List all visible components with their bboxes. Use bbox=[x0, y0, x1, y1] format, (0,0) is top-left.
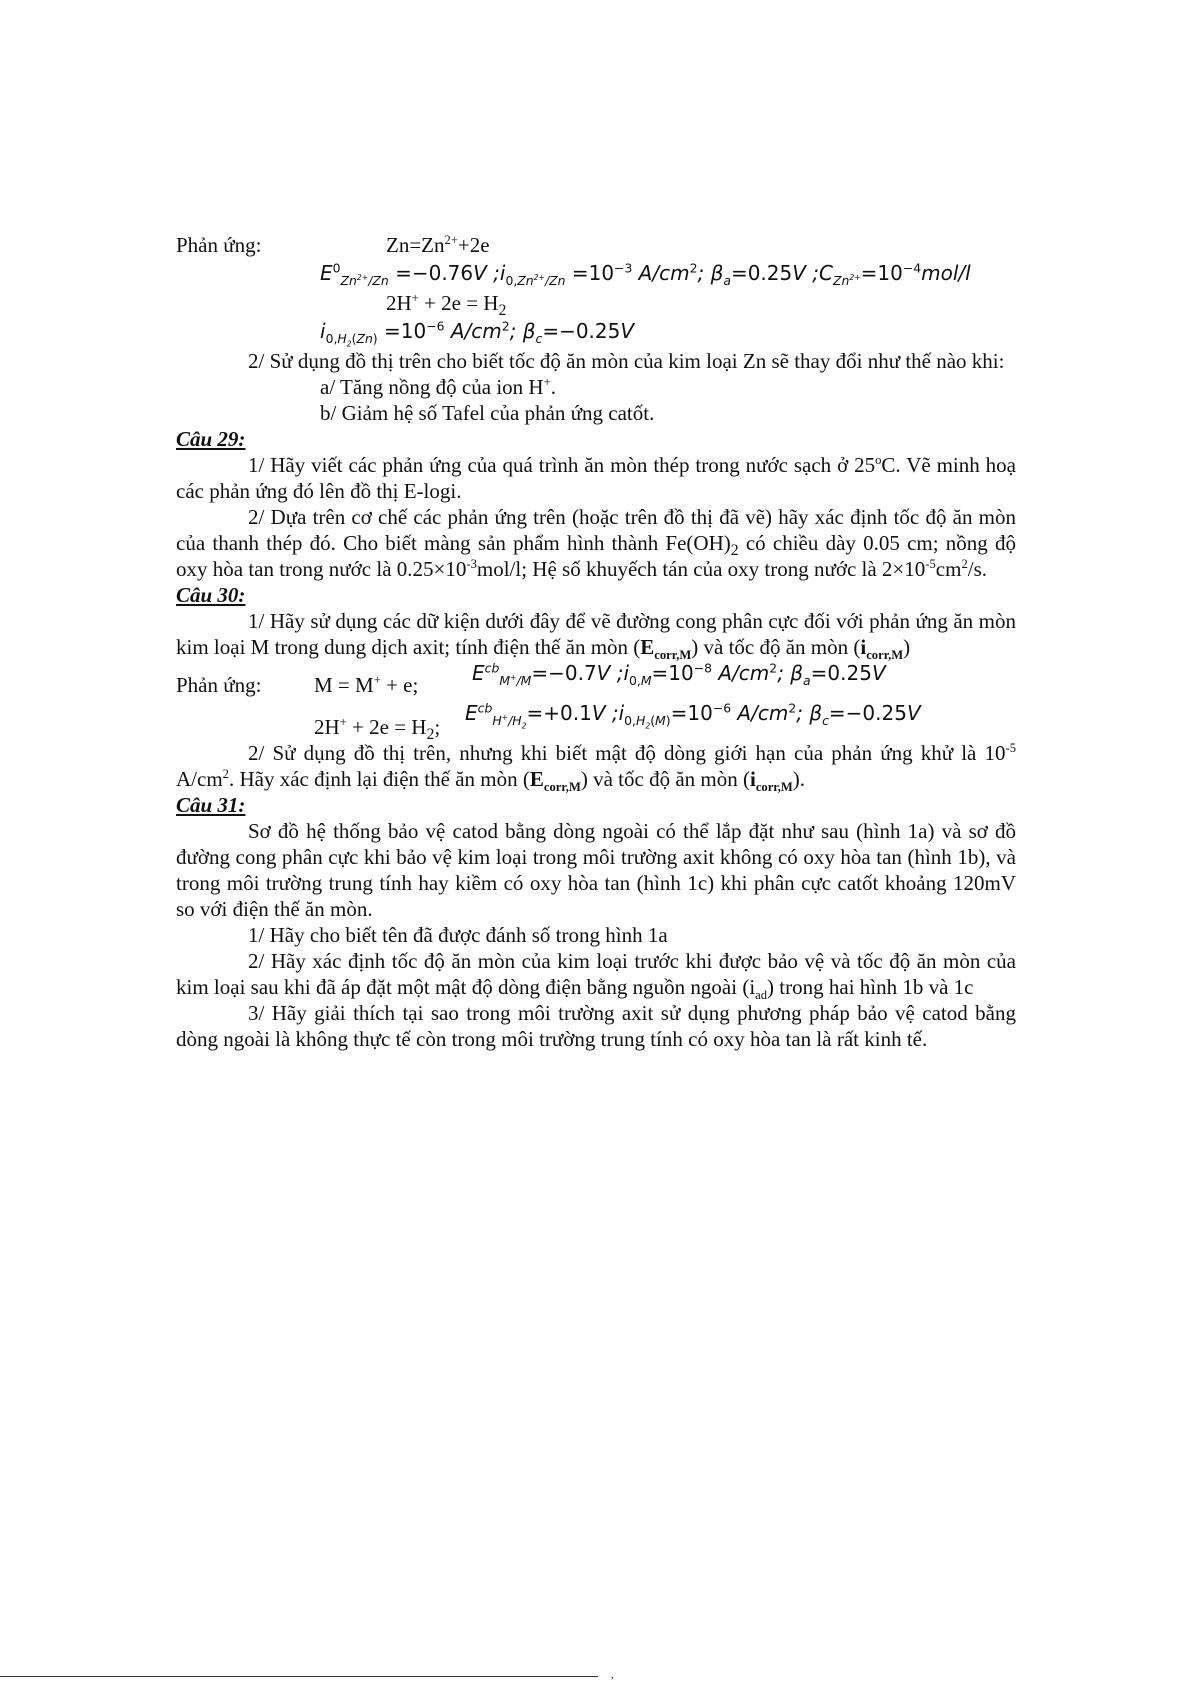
q28-params1-row bbox=[176, 258, 1016, 290]
q31-title: Câu 31: bbox=[176, 793, 246, 817]
q30-part2: 2/ Sử dụng đồ thị trên, nhưng khi biết mật độ dòng giới hạn của phản ứng khử là $10^{-5}$ $A/cm^2$. Hãy xác định lại điện thế ăn mòn $(E_{corr,M})$ và tốc độ ăn mòn $(i_{corr,M})$. bbox=[176, 741, 1016, 795]
q28-params2: $i_{0,H_2(Zn)} =10^{-6}$ $A/cm^2$; $\beta_c=-0.25V$ bbox=[320, 318, 635, 349]
q28-reaction-label: Phản ứng: bbox=[176, 233, 262, 257]
q28-params1: $E^0_{Zn^{2+}/Zn} =-0.76V$ $;i_{0,Zn^{2+}/Zn} =10^{-3}$ $A/cm^2$; $\beta_a=0.25V$ $;C_{Zn^{2+}}=10^{-4}mol/l$ bbox=[320, 260, 971, 288]
q30-reaction-label: Phản ứng: bbox=[176, 673, 262, 697]
q28-option-b: b/ Giảm hệ số Tafel của phản ứng catốt. bbox=[320, 401, 655, 425]
q30-params2: $E^{cb}_{H^+/H_2}=+0.1V$ $;i_{0,H_2(M)}=10^{-6}$ $A/cm^2$; $\beta_c=-0.25V$ bbox=[465, 700, 921, 731]
q30-title: Câu 30: bbox=[176, 583, 246, 607]
footer-mark: , bbox=[611, 1670, 614, 1681]
q28-option-a: a/ Tăng nồng độ của ion H+. bbox=[320, 375, 556, 399]
footer-rule bbox=[0, 1676, 598, 1677]
q28-reaction2-row bbox=[176, 290, 1016, 320]
q31-part2: 2/ Hãy xác định tốc độ ăn mòn của kim loại trước khi được bảo vệ và tốc độ ăn mòn của kim loại sau khi đã áp đặt một mật độ dòng điện bằng nguồn ngoài $(i_{ad})$ trong hai hình 1b và 1c bbox=[176, 949, 1016, 1003]
q30-reaction2: $2H^+ + 2e = H_2$; bbox=[314, 715, 441, 744]
q30-reaction1-row bbox=[176, 660, 1016, 700]
q28-reaction2: $2H^+ + 2e = H_2$ bbox=[386, 291, 507, 320]
q30-params1: $E^{cb}_{M^+/M}=-0.7V$ $;i_{0,M}=10^{-8}$ $A/cm^2$; $\beta_a=0.25V$ bbox=[472, 660, 886, 688]
q28-reaction1: $Zn=Zn^{2+}+2e$ bbox=[386, 233, 490, 257]
q29-part1: 1/ Hãy viết các phản ứng của quá trình ăn mòn thép trong nước sạch ở 25$^o$C. Vẽ minh hoạ các phản ứng đó lên đồ thị E-logi. bbox=[176, 453, 1017, 503]
q28-part2: 2/ Sử dụng đồ thị trên cho biết tốc độ ăn mòn của kim loại Zn sẽ thay đổi như thế nào khi: bbox=[248, 349, 1005, 373]
q30-reaction2-row bbox=[176, 700, 1016, 744]
q30-reaction1: M = M+ + e; bbox=[314, 673, 419, 697]
q28-params2-row bbox=[176, 316, 1016, 348]
q28-reaction1-row bbox=[176, 232, 1016, 258]
q31-part1: 1/ Hãy cho biết tên đã được đánh số trong hình 1a bbox=[248, 923, 668, 947]
q30-part1: 1/ Hãy sử dụng các dữ kiện dưới đây để vẽ đường cong phân cực đối với phản ứng ăn mòn kim loại M trong dung dịch axit; tính điện thế ăn mòn $(E_{corr,M})$ và tốc độ ăn mòn $(i_{corr,M})$ bbox=[176, 609, 1016, 663]
q31-part3: 3/ Hãy giải thích tại sao trong môi trường axit sử dụng phương pháp bảo vệ catod bằng dòng ngoài là không thực tế còn trong môi trường trung tính có oxy hòa tan là rất kinh tế. bbox=[176, 1001, 1016, 1051]
q29-part2: 2/ Dựa trên cơ chế các phản ứng trên (hoặc trên đồ thị đã vẽ) hãy xác định tốc độ ăn mòn của thanh thép đó. Cho biết màng sản phẩm hình thành $Fe(OH)_2$ có chiều dày 0.05 cm; nồng độ oxy hòa tan trong nước là $0.25\times 10^{-3}mol/l$; Hệ số khuyếch tán của oxy trong nước là $2\times 10^{-5}cm^2/s$. bbox=[176, 505, 1017, 581]
q29-title: Câu 29: bbox=[176, 427, 246, 451]
page-content bbox=[176, 232, 1016, 1052]
q31-intro: Sơ đồ hệ thống bảo vệ catod bằng dòng ngoài có thể lắp đặt như sau (hình 1a) và sơ đồ đường cong phân cực khi bảo vệ kim loại trong môi trường axit không có oxy hòa tan (hình 1b), và trong môi trường trung tính hay kiềm có oxy hòa tan (hình 1c) khi phân cực catốt khoảng 120mV so với điện thế ăn mòn. bbox=[176, 819, 1016, 921]
